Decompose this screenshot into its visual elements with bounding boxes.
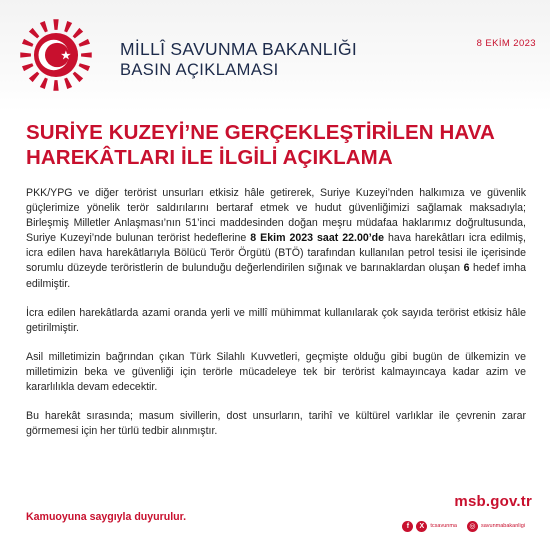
press-release-label: BASIN AÇIKLAMASI (120, 61, 279, 79)
instagram-icon[interactable]: ◎ (467, 521, 478, 532)
header-titles (120, 39, 357, 80)
headline (26, 120, 526, 170)
social-links (402, 520, 532, 532)
paragraph-2: İcra edilen harekâtlarda azami oranda yerli ve millî mühimmat kullanılarak çok sayıda terörist etkisiz hâle getirilmiştir. (26, 306, 526, 334)
paragraph-1-text-a: PKK/YPG ve diğer terörist unsurları etkisiz hâle getirerek, Suriye Kuzeyi’nden halkımıza ve güvenlik güçlerimize yönelik terör saldırılarını bertaraf etmek ve hudut güvenliğimizi sağlamak maksadıyla; Birleşmiş Milletler Anlaşması’nın 51’inci maddesinden doğan meşru müdafaa haklarımız doğrultusunda, Suriye Kuzeyi’nde bulunan terörist hedeflerine (26, 187, 526, 245)
release-date: 8 EKİM 2023 (476, 38, 536, 49)
paragraph-4: Bu harekât sırasında; masum sivillerin, dost unsurların, tarihî ve kültürel varlıklar ile çevrenin zarar görmemesi için her türlü tedbir alınmıştır. (26, 410, 526, 438)
statement-body (26, 186, 526, 453)
headline-line-2: HAREKÂTLARI İLE İLGİLİ AÇIKLAMA (26, 146, 393, 169)
instagram-handle[interactable]: savunmabakanligi (480, 523, 525, 529)
ministry-name: MİLLÎ SAVUNMA BAKANLIĞI (120, 39, 358, 59)
paragraph-1-text-b: hava harekâtları icra edilmiş, icra edilen hava harekâtlarıyla Bölücü Terör Örgütü (BTÖ) tarafından kullanılan petrol tesisi ile içerisinde sorumlu düzeyde teröristlerin de bulunduğu değerlendirilen sığınak ve barınaklardan oluşan (26, 232, 526, 275)
operation-date-time: 8 Ekim 2023 saat 22.00’de (250, 232, 385, 245)
website-link[interactable]: msb.gov.tr (454, 493, 532, 510)
paragraph-1-text-c: hedef imha edilmiştir. (26, 262, 527, 290)
x-handle[interactable]: tcsavunma (430, 523, 457, 529)
closing-line: Kamuoyuna saygıyla duyurulur. (26, 511, 187, 523)
target-count: 6 (463, 262, 470, 275)
facebook-icon[interactable]: f (402, 521, 413, 532)
paragraph-3: Asil milletimizin bağrından çıkan Türk Silahlı Kuvvetleri, geçmişte olduğu gibi bugün de ülkemizin ve milletimizin beka ve güvenliği için terörle mücadeleye tek bir terörist kalmayıncaya kadar azim ve kararlılıkla devam edecektir. (26, 350, 526, 394)
header (18, 17, 538, 87)
paragraph-1 (26, 186, 526, 292)
x-icon[interactable]: X (416, 521, 427, 532)
headline-line-1: SURİYE KUZEYİ’NE GERÇEKLEŞTİRİLEN HAVA (26, 121, 495, 144)
star-crescent-emblem-icon (18, 17, 94, 93)
